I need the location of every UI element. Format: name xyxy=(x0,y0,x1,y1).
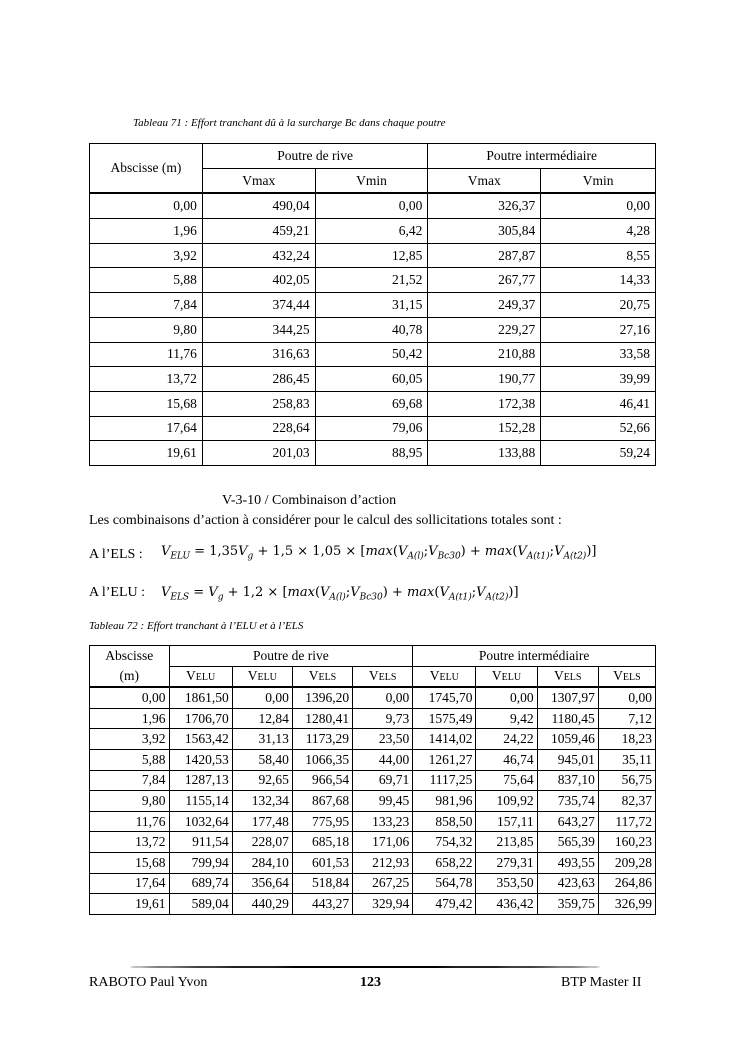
value-cell: 374,44 xyxy=(202,293,315,318)
table72-group-rive: Poutre de rive xyxy=(169,646,413,667)
abscisse-cell: 17,64 xyxy=(90,873,170,894)
value-cell: 267,25 xyxy=(353,873,413,894)
value-cell: 58,40 xyxy=(232,749,292,770)
value-cell: 33,58 xyxy=(541,342,656,367)
value-cell: 490,04 xyxy=(202,193,315,218)
value-cell: 279,31 xyxy=(476,852,537,873)
value-cell: 1563,42 xyxy=(169,729,232,750)
table71-vmax-header: Vmax xyxy=(428,168,541,193)
abscisse-cell: 0,00 xyxy=(90,687,170,708)
abscisse-cell: 5,88 xyxy=(90,749,170,770)
value-cell: 27,16 xyxy=(541,317,656,342)
table71-vmin-header: Vmin xyxy=(315,168,428,193)
table72 xyxy=(89,645,656,915)
abscisse-cell: 9,80 xyxy=(90,791,170,812)
value-cell: 99,45 xyxy=(353,791,413,812)
els-label: A l’ELS : xyxy=(89,547,143,562)
value-cell: 493,55 xyxy=(537,852,598,873)
table-row xyxy=(90,894,656,915)
table71-vmin-header: Vmin xyxy=(541,168,656,193)
table-row xyxy=(90,243,656,268)
value-cell: 59,24 xyxy=(541,441,656,466)
table-row xyxy=(90,749,656,770)
value-cell: 459,21 xyxy=(202,219,315,244)
value-cell: 423,63 xyxy=(537,873,598,894)
table-row xyxy=(90,729,656,750)
value-cell: 344,25 xyxy=(202,317,315,342)
value-cell: 436,42 xyxy=(476,894,537,915)
value-cell: 35,11 xyxy=(598,749,655,770)
table-row xyxy=(90,873,656,894)
table71-group-intermediaire: Poutre intermédiaire xyxy=(428,144,656,169)
value-cell: 589,04 xyxy=(169,894,232,915)
value-cell: 1396,20 xyxy=(292,687,352,708)
value-cell: 69,68 xyxy=(315,391,428,416)
value-cell: 7,12 xyxy=(598,708,655,729)
abscisse-cell: 15,68 xyxy=(90,852,170,873)
table-row xyxy=(90,791,656,812)
table72-v-elu-header: VELU xyxy=(232,666,292,687)
value-cell: 1575,49 xyxy=(413,708,476,729)
abscisse-cell: 0,00 xyxy=(90,193,203,218)
value-cell: 754,32 xyxy=(413,832,476,853)
table-row xyxy=(90,193,656,218)
value-cell: 209,28 xyxy=(598,852,655,873)
table72-abscisse-header: Abscisse xyxy=(90,646,170,667)
value-cell: 1287,13 xyxy=(169,770,232,791)
table72-abscisse-unit: (m) xyxy=(90,666,170,687)
value-cell: 1414,02 xyxy=(413,729,476,750)
value-cell: 264,86 xyxy=(598,873,655,894)
value-cell: 981,96 xyxy=(413,791,476,812)
value-cell: 117,72 xyxy=(598,811,655,832)
abscisse-cell: 11,76 xyxy=(90,811,170,832)
abscisse-cell: 11,76 xyxy=(90,342,203,367)
page-number: 123 xyxy=(360,975,381,990)
value-cell: 18,23 xyxy=(598,729,655,750)
value-cell: 316,63 xyxy=(202,342,315,367)
table72-group-intermediaire: Poutre intermédiaire xyxy=(413,646,656,667)
value-cell: 658,22 xyxy=(413,852,476,873)
value-cell: 286,45 xyxy=(202,367,315,392)
value-cell: 432,24 xyxy=(202,243,315,268)
abscisse-cell: 3,92 xyxy=(90,729,170,750)
value-cell: 133,88 xyxy=(428,441,541,466)
abscisse-cell: 13,72 xyxy=(90,832,170,853)
value-cell: 229,27 xyxy=(428,317,541,342)
value-cell: 443,27 xyxy=(292,894,352,915)
value-cell: 46,41 xyxy=(541,391,656,416)
value-cell: 0,00 xyxy=(315,193,428,218)
section-intro: Les combinaisons d’action à considérer pour le calcul des sollicitations totales sont : xyxy=(89,513,562,528)
value-cell: 60,05 xyxy=(315,367,428,392)
value-cell: 1861,50 xyxy=(169,687,232,708)
table72-v-elu-header: VELU xyxy=(413,666,476,687)
value-cell: 1706,70 xyxy=(169,708,232,729)
abscisse-cell: 1,96 xyxy=(90,708,170,729)
value-cell: 287,87 xyxy=(428,243,541,268)
value-cell: 564,78 xyxy=(413,873,476,894)
value-cell: 1420,53 xyxy=(169,749,232,770)
value-cell: 284,10 xyxy=(232,852,292,873)
value-cell: 92,65 xyxy=(232,770,292,791)
table-row xyxy=(90,770,656,791)
value-cell: 132,34 xyxy=(232,791,292,812)
value-cell: 329,94 xyxy=(353,894,413,915)
value-cell: 31,13 xyxy=(232,729,292,750)
value-cell: 79,06 xyxy=(315,416,428,441)
table72-v-elu-header: VELU xyxy=(476,666,537,687)
value-cell: 267,77 xyxy=(428,268,541,293)
value-cell: 40,78 xyxy=(315,317,428,342)
table72-v-els-header: VELS xyxy=(353,666,413,687)
value-cell: 858,50 xyxy=(413,811,476,832)
abscisse-cell: 13,72 xyxy=(90,367,203,392)
table71-caption: Tableau 71 : Effort tranchant dû à la surcharge Bc dans chaque poutre xyxy=(133,117,446,129)
value-cell: 14,33 xyxy=(541,268,656,293)
elu-formula: $V_{ELS} = V_g + 1,2$ × [$\max(V_{A(l)};V_{Bc30})$ + $\max(V_{A(t1)};V_{A(t2)})$] xyxy=(161,585,519,603)
table-row xyxy=(90,852,656,873)
value-cell: 75,64 xyxy=(476,770,537,791)
footer-program: BTP Master II xyxy=(561,975,642,990)
value-cell: 1117,25 xyxy=(413,770,476,791)
value-cell: 440,29 xyxy=(232,894,292,915)
value-cell: 867,68 xyxy=(292,791,352,812)
value-cell: 50,42 xyxy=(315,342,428,367)
value-cell: 479,42 xyxy=(413,894,476,915)
value-cell: 190,77 xyxy=(428,367,541,392)
value-cell: 911,54 xyxy=(169,832,232,853)
value-cell: 601,53 xyxy=(292,852,352,873)
table-row xyxy=(90,441,656,466)
value-cell: 305,84 xyxy=(428,219,541,244)
table71-body xyxy=(90,193,656,465)
table71-vmax-header: Vmax xyxy=(202,168,315,193)
value-cell: 1180,45 xyxy=(537,708,598,729)
value-cell: 88,95 xyxy=(315,441,428,466)
table71-abscisse-header: Abscisse (m) xyxy=(90,144,203,194)
table72-body xyxy=(90,687,656,914)
table-row xyxy=(90,708,656,729)
table71 xyxy=(89,143,656,466)
value-cell: 109,92 xyxy=(476,791,537,812)
abscisse-cell: 3,92 xyxy=(90,243,203,268)
table72-v-els-header: VELS xyxy=(292,666,352,687)
table-row xyxy=(90,367,656,392)
table-row xyxy=(90,811,656,832)
value-cell: 213,85 xyxy=(476,832,537,853)
value-cell: 56,75 xyxy=(598,770,655,791)
value-cell: 69,71 xyxy=(353,770,413,791)
value-cell: 201,03 xyxy=(202,441,315,466)
table-row xyxy=(90,268,656,293)
value-cell: 82,37 xyxy=(598,791,655,812)
value-cell: 799,94 xyxy=(169,852,232,873)
table-row xyxy=(90,832,656,853)
abscisse-cell: 7,84 xyxy=(90,770,170,791)
value-cell: 1261,27 xyxy=(413,749,476,770)
value-cell: 9,73 xyxy=(353,708,413,729)
value-cell: 23,50 xyxy=(353,729,413,750)
value-cell: 0,00 xyxy=(541,193,656,218)
value-cell: 0,00 xyxy=(353,687,413,708)
abscisse-cell: 5,88 xyxy=(90,268,203,293)
value-cell: 6,42 xyxy=(315,219,428,244)
value-cell: 735,74 xyxy=(537,791,598,812)
footer-rule xyxy=(130,966,600,968)
value-cell: 46,74 xyxy=(476,749,537,770)
value-cell: 1280,41 xyxy=(292,708,352,729)
value-cell: 9,42 xyxy=(476,708,537,729)
value-cell: 402,05 xyxy=(202,268,315,293)
value-cell: 689,74 xyxy=(169,873,232,894)
value-cell: 1173,29 xyxy=(292,729,352,750)
value-cell: 359,75 xyxy=(537,894,598,915)
value-cell: 4,28 xyxy=(541,219,656,244)
value-cell: 0,00 xyxy=(476,687,537,708)
value-cell: 643,27 xyxy=(537,811,598,832)
elu-label: A l’ELU : xyxy=(89,585,145,600)
table71-group-rive: Poutre de rive xyxy=(202,144,428,169)
value-cell: 326,99 xyxy=(598,894,655,915)
abscisse-cell: 15,68 xyxy=(90,391,203,416)
abscisse-cell: 19,61 xyxy=(90,894,170,915)
value-cell: 160,23 xyxy=(598,832,655,853)
value-cell: 966,54 xyxy=(292,770,352,791)
abscisse-cell: 17,64 xyxy=(90,416,203,441)
value-cell: 44,00 xyxy=(353,749,413,770)
value-cell: 685,18 xyxy=(292,832,352,853)
value-cell: 210,88 xyxy=(428,342,541,367)
value-cell: 8,55 xyxy=(541,243,656,268)
table-row xyxy=(90,219,656,244)
footer-author: RABOTO Paul Yvon xyxy=(89,975,208,990)
value-cell: 518,84 xyxy=(292,873,352,894)
value-cell: 12,85 xyxy=(315,243,428,268)
els-formula: $V_{ELU} = 1,35V_g + 1,5 \times 1,05$ × [$\max(V_{A(l)};V_{Bc30})$ + $\max(V_{A(t1)};V_{A(t2)})$] xyxy=(161,544,597,562)
value-cell: 1066,35 xyxy=(292,749,352,770)
table72-caption: Tableau 72 : Effort tranchant à l’ELU et à l’ELS xyxy=(89,620,304,632)
table-row xyxy=(90,687,656,708)
value-cell: 1059,46 xyxy=(537,729,598,750)
value-cell: 0,00 xyxy=(232,687,292,708)
abscisse-cell: 19,61 xyxy=(90,441,203,466)
value-cell: 177,48 xyxy=(232,811,292,832)
abscisse-cell: 1,96 xyxy=(90,219,203,244)
value-cell: 249,37 xyxy=(428,293,541,318)
value-cell: 775,95 xyxy=(292,811,352,832)
value-cell: 565,39 xyxy=(537,832,598,853)
table72-v-els-header: VELS xyxy=(537,666,598,687)
value-cell: 258,83 xyxy=(202,391,315,416)
table-row xyxy=(90,317,656,342)
value-cell: 353,50 xyxy=(476,873,537,894)
value-cell: 157,11 xyxy=(476,811,537,832)
value-cell: 1745,70 xyxy=(413,687,476,708)
value-cell: 228,64 xyxy=(202,416,315,441)
value-cell: 171,06 xyxy=(353,832,413,853)
value-cell: 31,15 xyxy=(315,293,428,318)
value-cell: 1032,64 xyxy=(169,811,232,832)
value-cell: 52,66 xyxy=(541,416,656,441)
table72-v-elu-header: VELU xyxy=(169,666,232,687)
value-cell: 39,99 xyxy=(541,367,656,392)
value-cell: 0,00 xyxy=(598,687,655,708)
section-heading: V-3-10 / Combinaison d’action xyxy=(222,493,397,508)
value-cell: 20,75 xyxy=(541,293,656,318)
value-cell: 1307,97 xyxy=(537,687,598,708)
value-cell: 172,38 xyxy=(428,391,541,416)
table72-v-els-header: VELS xyxy=(598,666,655,687)
value-cell: 837,10 xyxy=(537,770,598,791)
abscisse-cell: 7,84 xyxy=(90,293,203,318)
value-cell: 24,22 xyxy=(476,729,537,750)
table-row xyxy=(90,416,656,441)
value-cell: 133,23 xyxy=(353,811,413,832)
value-cell: 12,84 xyxy=(232,708,292,729)
abscisse-cell: 9,80 xyxy=(90,317,203,342)
value-cell: 152,28 xyxy=(428,416,541,441)
value-cell: 356,64 xyxy=(232,873,292,894)
value-cell: 212,93 xyxy=(353,852,413,873)
table-row xyxy=(90,342,656,367)
value-cell: 1155,14 xyxy=(169,791,232,812)
value-cell: 945,01 xyxy=(537,749,598,770)
value-cell: 326,37 xyxy=(428,193,541,218)
table-row xyxy=(90,391,656,416)
table-row xyxy=(90,293,656,318)
value-cell: 228,07 xyxy=(232,832,292,853)
value-cell: 21,52 xyxy=(315,268,428,293)
